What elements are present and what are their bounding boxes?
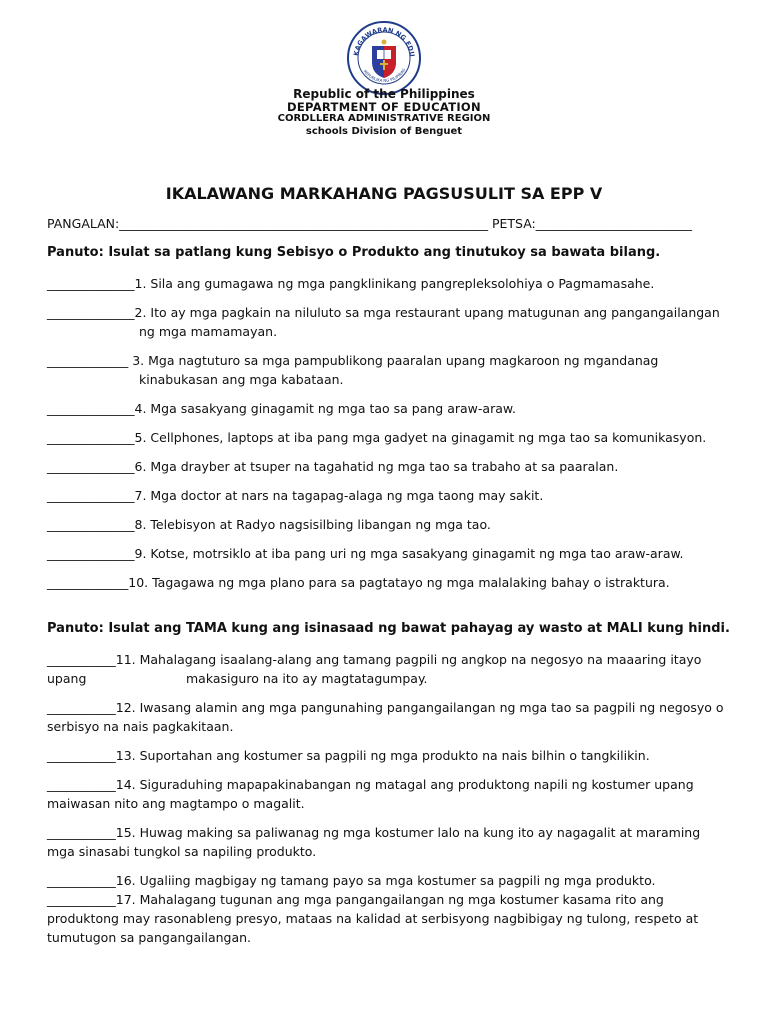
item-text-continued: tumutugon sa pangangailangan.: [47, 930, 252, 945]
item-text-continued: mga sinasabi tungkol sa napiling produkto.: [47, 844, 317, 859]
item-text-continued: produktong may rasonableng presyo, mataas na kalidad at serbisyong nagbibigay ng tulong, respeto at: [47, 911, 699, 926]
name-blank[interactable]: ___________________________________________________________: [119, 216, 488, 231]
item-text-continued: upang: [47, 671, 87, 686]
item-text-continued: kinabukasan ang mga kabataan.: [139, 372, 344, 387]
list-item: [47, 351, 658, 370]
item-text-continued: ng mga mamamayan.: [139, 324, 278, 339]
date-label: PETSA:: [491, 216, 536, 231]
answer-blank[interactable]: ______________: [47, 276, 135, 291]
item-text: 10. Tagagawa ng mga plano para sa pagtatayo ng mga malalaking bahay o istraktura.: [128, 575, 670, 590]
item-text: 13. Suportahan ang kostumer sa pagpili ng mga produkto na nais bilhin o tangkilikin.: [115, 748, 650, 763]
list-item: [47, 515, 491, 534]
part1-instruction: Panuto: Isulat sa patlang kung Sebisyo o Produkto ang tinutukoy sa bawata bilang.: [47, 245, 661, 260]
item-text: 14. Siguraduhing mapapakinabangan ng matagal ang produktong napili ng kostumer upang: [115, 777, 694, 792]
svg-text:REPUBLIKA NG PILIPINAS: REPUBLIKA NG PILIPINAS: [362, 67, 407, 84]
item-text-continued: makasiguro na ito ay magtatagumpay.: [186, 671, 428, 686]
answer-blank[interactable]: ___________: [47, 825, 116, 840]
answer-blank[interactable]: _____________: [47, 575, 129, 590]
answer-blank[interactable]: ___________: [47, 700, 116, 715]
name-label: PANGALAN:: [47, 216, 120, 231]
answer-blank[interactable]: ______________: [47, 305, 135, 320]
answer-blank[interactable]: ______________: [47, 459, 135, 474]
list-item: [47, 746, 650, 765]
answer-blank[interactable]: ___________: [47, 748, 116, 763]
list-item: [47, 573, 670, 592]
item-text: 12. Iwasang alamin ang mga pangunahing pangangailangan ng mga tao sa pagpili ng negosyo o: [115, 700, 724, 715]
list-item: [47, 775, 694, 794]
part2-instruction: Panuto: Isulat ang TAMA kung ang isinasaad ng bawat pahayag ay wasto at MALI kung hindi.: [47, 621, 730, 636]
exam-title: IKALAWANG MARKAHANG PAGSUSULIT SA EPP V: [165, 184, 603, 203]
item-text: 6. Mga drayber at tsuper na tagahatid ng mga tao sa trabaho at sa paaralan.: [134, 459, 619, 474]
item-text: 16. Ugaliing magbigay ng tamang payo sa mga kostumer sa pagpili ng mga produkto.: [115, 873, 656, 888]
item-text: 8. Telebisyon at Radyo nagsisilbing libangan ng mga tao.: [134, 517, 491, 532]
header-country: Republic of the Philippines: [293, 87, 475, 101]
list-item: [47, 303, 720, 322]
header-department: DEPARTMENT OF EDUCATION: [287, 99, 481, 114]
header-region: CORDLLERA ADMINISTRATIVE REGION: [277, 113, 491, 124]
item-text: 15. Huwag making sa paliwanag ng mga kostumer lalo na kung ito ay nagagalit at maraming: [115, 825, 701, 840]
item-text: 3. Mga nagtuturo sa mga pampublikong paaralan upang magkaroon ng mgandanag: [128, 353, 659, 368]
item-text: 17. Mahalagang tugunan ang mga pangangailangan ng mga kostumer kasama rito ang: [115, 892, 664, 907]
answer-blank[interactable]: ______________: [47, 401, 135, 416]
list-item: [47, 871, 655, 890]
deped-seal-logo: [346, 20, 422, 96]
letterhead: [0, 88, 768, 138]
date-blank[interactable]: _________________________: [535, 216, 693, 231]
item-text-continued: maiwasan nito ang magtampo o magalit.: [47, 796, 305, 811]
item-text: 5. Cellphones, laptops at iba pang mga gadyet na ginagamit ng mga tao sa komunikasyon.: [134, 430, 707, 445]
answer-blank[interactable]: ___________: [47, 892, 116, 907]
list-item: [47, 890, 664, 909]
answer-blank[interactable]: ___________: [47, 652, 116, 667]
item-text-continued: serbisyo na nais pagkakitaan.: [47, 719, 234, 734]
answer-blank[interactable]: ______________: [47, 488, 135, 503]
item-text: 1. Sila ang gumagawa ng mga pangklinikang pangrepleksolohiya o Pagmamasahe.: [134, 276, 655, 291]
answer-blank[interactable]: ___________: [47, 777, 116, 792]
item-text: 2. Ito ay mga pagkain na niluluto sa mga restaurant upang matugunan ang pangangailangan: [134, 305, 720, 320]
item-text: 7. Mga doctor at nars na tagapag-alaga ng mga taong may sakit.: [134, 488, 544, 503]
header-division: schools Division of Benguet: [305, 125, 463, 137]
answer-blank[interactable]: ___________: [47, 873, 116, 888]
item-text: 4. Mga sasakyang ginagamit ng mga tao sa pang araw-araw.: [134, 401, 516, 416]
list-item: [47, 399, 516, 418]
item-text: 11. Mahalagang isaalang-alang ang tamang pagpili ng angkop na negosyo na maaaring itayo: [115, 652, 702, 667]
list-item: [47, 274, 654, 293]
list-item: [47, 698, 724, 717]
list-item: [47, 650, 701, 669]
list-item: [47, 823, 700, 842]
list-item: [47, 486, 543, 505]
list-item: [47, 457, 618, 476]
item-text: 9. Kotse, motrsiklo at iba pang uri ng mga sasakyang ginagamit ng mga tao araw-araw.: [134, 546, 684, 561]
list-item: [47, 428, 706, 447]
svg-text:KAGAWARAN NG EDUKASYON: KAGAWARAN NG EDU: [352, 25, 417, 58]
answer-blank[interactable]: ______________: [47, 430, 135, 445]
answer-blank[interactable]: ______________: [47, 546, 135, 561]
answer-blank[interactable]: _____________: [47, 353, 129, 368]
name-date-line: [47, 214, 692, 233]
answer-blank[interactable]: ______________: [47, 517, 135, 532]
list-item: [47, 544, 684, 563]
